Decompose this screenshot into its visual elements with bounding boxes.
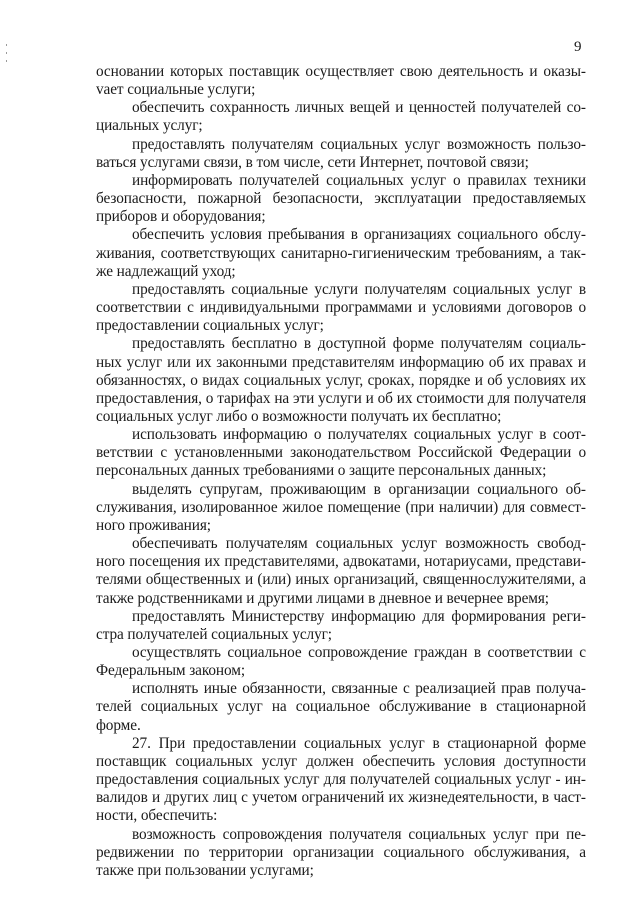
paragraph: предоставлять Министерству информацию для формирования регистра получателей социальных услуг; — [96, 607, 586, 643]
paragraph: исполнять иные обязанности, связанные с реализацией прав получателей социальных услуг на социальное обслуживание в стационарной форме. — [96, 680, 586, 734]
paragraph: 27. При предоставлении социальных услуг в стационарной форме поставщик социальных услуг должен обеспечить условия доступности предоставления социальных услуг для получателей социальных услуг - инвалидов и других лиц с учетом ограничений их жизнедеятельности, в частности, обеспечить: — [96, 734, 586, 825]
paragraph: предоставлять социальные услуги получателям социальных услуг в соответствии с индивидуальными программами и условиями договоров о предоставлении социальных услуг; — [96, 280, 586, 335]
paragraph: обеспечить сохранность личных вещей и ценностей получателей социальных услуг; — [96, 99, 586, 135]
paragraph: осуществлять социальное сопровождение граждан в соответствии с Федеральным законом; — [96, 644, 586, 680]
scan-artifact-marks — [6, 44, 8, 68]
paragraph: обеспечивать получателям социальных услуг возможность свободного посещения их представителями, адвокатами, нотариусами, представителями общественных и (или) иных организаций, священнослужителями, а также родственниками и другими лицами в дневное и вечернее время; — [96, 535, 586, 607]
paragraph: информировать получателей социальных услуг о правилах техники безопасности, пожарной безопасности, эксплуатации предоставляемых приборов и оборудования; — [96, 171, 586, 226]
paragraph: обеспечить условия пребывания в организациях социального обслуживания, соответствующих санитарно-гигиеническим требованиям, а также надлежащий уход; — [96, 226, 586, 280]
paragraph: использовать информацию о получателях социальных услуг в соответствии с установленными законодательством Российской Федерации о персональных данных требованиями о защите персональных данных; — [96, 426, 586, 480]
paragraph: возможность сопровождения получателя социальных услуг при передвижении по территории организации социального обслуживания, а также при пользовании услугами; — [96, 825, 586, 879]
paragraph: предоставлять получателям социальных услуг возможность пользоваться услугами связи, в том числе, сети Интернет, почтовой связи; — [96, 135, 586, 171]
paragraph: выделять супругам, проживающим в организации социального обслуживания, изолированное жилое помещение (при наличии) для совместного проживания; — [96, 480, 586, 534]
paragraph: предоставлять бесплатно в доступной форме получателям социальных услуг или их законными представителям информацию об их правах и обязанностях, о видах социальных услуг, сроках, порядке и об условиях их предоставления, о тарифах на эти услуги и об их стоимости для получателя социальных услуг либо о возможности получать их бесплатно; — [96, 335, 586, 425]
page-number: 9 — [574, 39, 582, 55]
document-body — [96, 63, 586, 880]
paragraph: основании которых поставщик осуществляет свою деятельность и оказыvает социальные услуги; — [96, 63, 586, 99]
